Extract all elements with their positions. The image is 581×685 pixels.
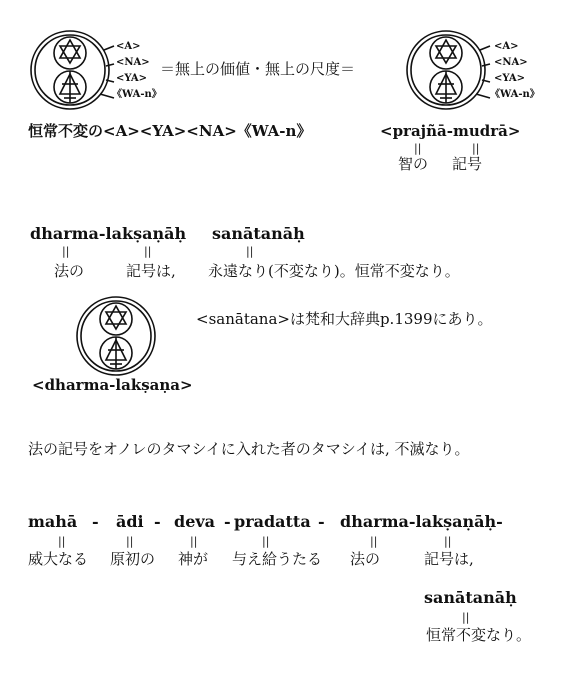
equals-mark: ||: [190, 535, 198, 548]
gloss-law: 法の: [54, 262, 85, 280]
equals-mark: ||: [126, 535, 134, 548]
emblem-left: [28, 28, 118, 112]
word-hyphen: -: [224, 512, 231, 531]
gloss-primordial: 原初の: [110, 550, 156, 568]
constant-caption: 恒常不変の<A><YA><NA>《WA-n》: [28, 122, 312, 140]
equals-mark: ||: [472, 142, 480, 155]
equals-mark: ||: [58, 535, 66, 548]
equals-mark: ||: [262, 535, 270, 548]
symbol-label-a-2: <A>: [494, 41, 519, 52]
gloss-sign: 記号: [452, 155, 483, 173]
emblem-right: [404, 28, 494, 112]
symbol-label-na: <NA>: [116, 57, 150, 68]
gloss-sign-is-2: 記号は,: [424, 550, 474, 568]
equals-mark: ||: [462, 611, 470, 624]
value-equation: ＝無上の価値・無上の尺度＝: [160, 60, 356, 78]
word-deva: deva: [174, 512, 216, 531]
equals-mark: ||: [246, 245, 254, 258]
equals-mark: ||: [62, 245, 70, 258]
word-adi: ādi: [116, 512, 144, 531]
dharma-laksana-caption: <dharma-lakṣaṇa>: [32, 376, 193, 394]
word-dharma-laksanah: dharma-lakṣaṇāḥ-: [340, 512, 503, 531]
word-hyphen: -: [154, 512, 161, 531]
word-maha: mahā: [28, 512, 78, 531]
word-hyphen: -: [318, 512, 325, 531]
gloss-wisdom: 智の: [398, 155, 429, 173]
dictionary-reference: <sanātana>は梵和大辞典p.1399にあり。: [196, 310, 493, 328]
symbol-label-na-2: <NA>: [494, 57, 528, 68]
equals-mark: ||: [370, 535, 378, 548]
word-pradatta: pradatta: [234, 512, 311, 531]
gloss-sign-is: 記号は,: [126, 262, 176, 280]
gloss-great: 威大なる: [28, 550, 89, 568]
term-dharma-laksanah: dharma-lakṣaṇāḥ: [30, 224, 187, 243]
gloss-law-2: 法の: [350, 550, 381, 568]
gloss-bestowed: 与え給うたる: [232, 550, 323, 568]
emblem-center: [74, 294, 158, 378]
equals-mark: ||: [444, 535, 452, 548]
equals-mark: ||: [414, 142, 422, 155]
term-sanatanah-2: sanātanāḥ: [424, 588, 517, 607]
equals-mark: ||: [144, 245, 152, 258]
symbol-label-ya: <YA>: [116, 73, 148, 84]
symbol-label-ya-2: <YA>: [494, 73, 526, 84]
prajna-mudra-term: <prajñā-mudrā>: [380, 122, 521, 140]
symbol-label-wa-n-2: 《WA-n》: [490, 89, 540, 100]
word-hyphen: -: [92, 512, 99, 531]
soul-sentence: 法の記号をオノレのタマシイに入れた者のタマシイは, 不滅なり。: [28, 440, 470, 458]
gloss-eternal: 永遠なり(不変なり)。恒常不変なり。: [208, 262, 460, 280]
symbol-label-wa-n: 《WA-n》: [112, 89, 162, 100]
term-sanatanah: sanātanāḥ: [212, 224, 305, 243]
gloss-constant: 恒常不変なり。: [426, 626, 532, 644]
gloss-god: 神が: [178, 550, 209, 568]
symbol-label-a: <A>: [116, 41, 141, 52]
